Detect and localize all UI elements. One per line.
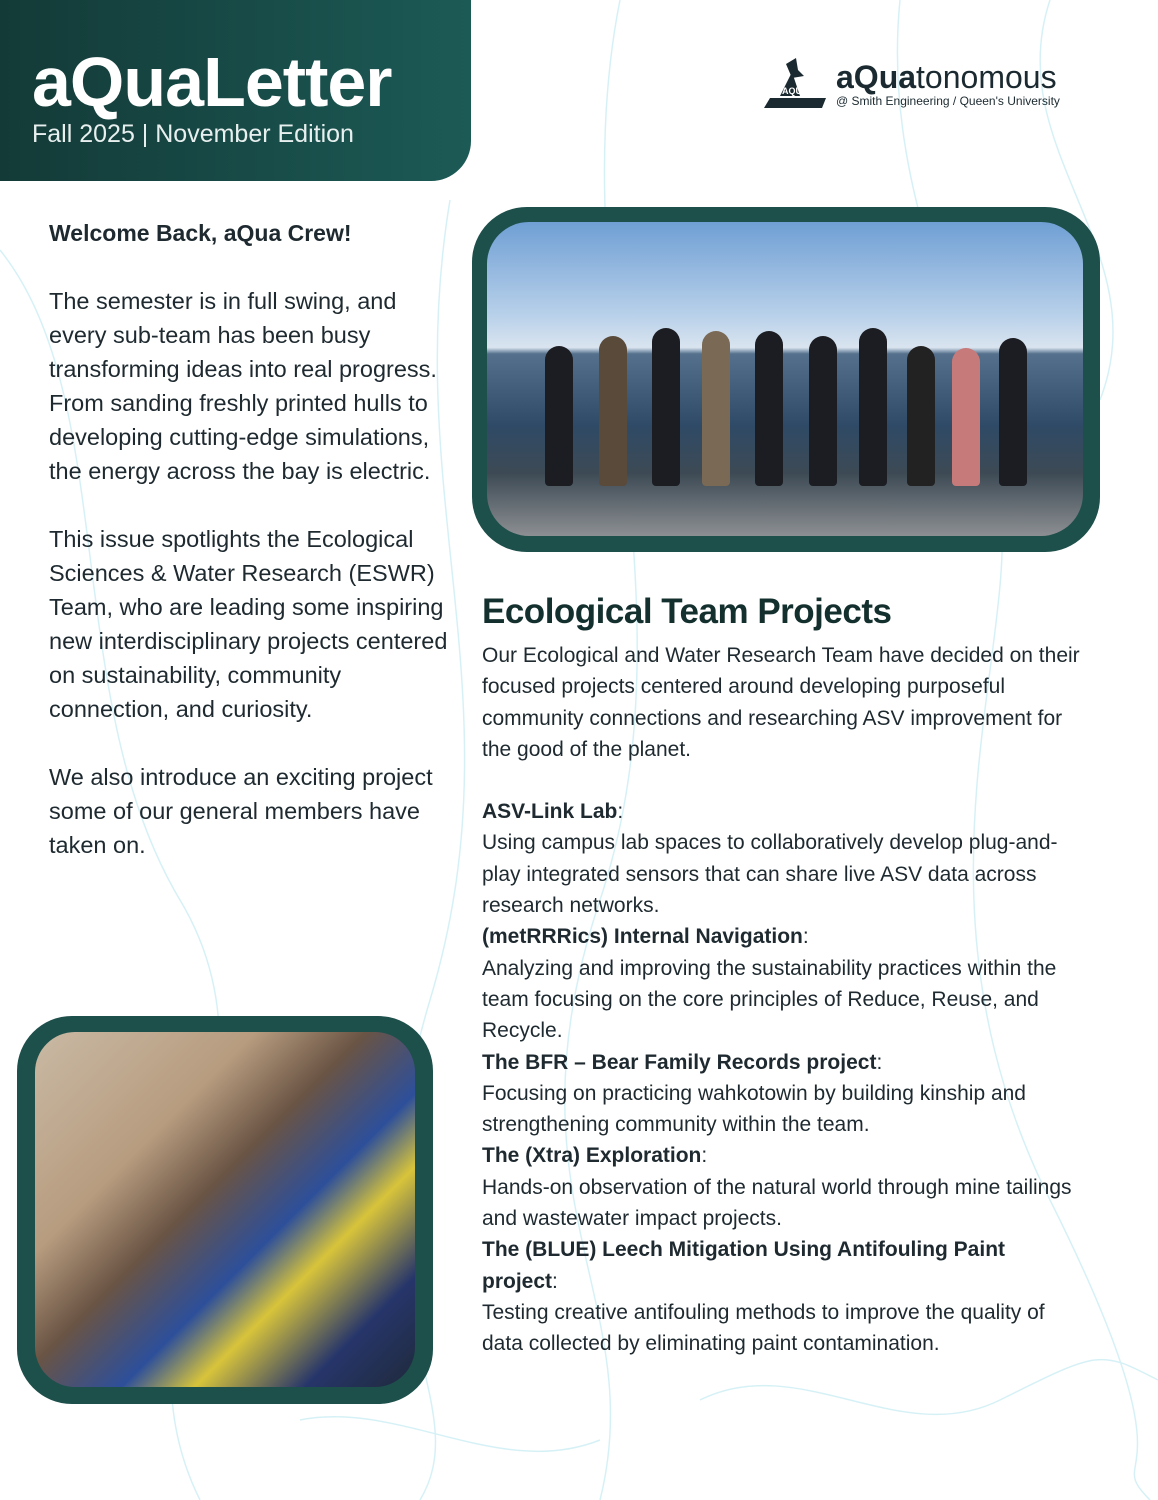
colon: :: [617, 800, 624, 824]
team-logo-icon: [762, 58, 828, 110]
team-photo-frame: [472, 207, 1100, 552]
projects-heading: Ecological Team Projects: [482, 592, 892, 631]
project-title: [482, 1140, 1082, 1171]
colon: :: [802, 925, 809, 949]
project-title: [482, 1047, 1082, 1078]
colon: :: [876, 1050, 883, 1074]
workshop-photo: [35, 1032, 415, 1387]
colon: :: [552, 1269, 558, 1293]
newsletter-title: aQuaLetter: [32, 43, 392, 121]
project-title: [482, 1234, 1082, 1297]
welcome-heading: Welcome Back, aQua Crew!: [49, 220, 352, 246]
edition-subtitle: Fall 2025 | November Edition: [32, 120, 354, 148]
welcome-paragraph: The semester is in full swing, and every sub-team has been busy transforming ideas into real progress. From sanding freshly printed hulls to developing cutting-edge simulations, the energy across the bay is electric.: [49, 288, 437, 484]
welcome-column: [49, 216, 454, 896]
team-name: [836, 60, 1060, 94]
project-description: Analyzing and improving the sustainability practices within the team focusing on the core principles of Reduce, Reuse, and Recycle.: [482, 956, 1057, 1043]
project-description: Testing creative antifouling methods to improve the quality of data collected by eliminating paint contamination.: [482, 1300, 1045, 1356]
team-name-bold: aQua: [836, 59, 917, 95]
affiliation: @ Smith Engineering / Queen's University: [836, 94, 1060, 108]
aquatonomous-logo: [762, 58, 1060, 110]
colon: :: [701, 1144, 708, 1168]
projects-intro: Our Ecological and Water Research Team have decided on their focused projects centered around developing purposeful community connections and researching ASV improvement for the good of the planet.: [482, 644, 1080, 761]
project-title: [482, 921, 1082, 952]
project-name: ASV-Link Lab: [482, 800, 618, 824]
projects-column: [482, 590, 1082, 1360]
project-description: Hands-on observation of the natural world through mine tailings and wastewater impact projects.: [482, 1175, 1072, 1231]
general-members-paragraph: We also introduce an exciting project some of our general members have taken on.: [49, 764, 433, 858]
project-title: [482, 796, 1082, 827]
team-name-rest: tonomous: [916, 59, 1057, 95]
project-name: The (BLUE) Leech Mitigation Using Antifouling Paint project: [482, 1238, 1006, 1293]
team-group-photo: [487, 222, 1083, 536]
project-description: Focusing on practicing wahkotowin by building kinship and strengthening community within the team.: [482, 1081, 1026, 1137]
project-name: (metRRRics) Internal Navigation: [482, 925, 803, 949]
workshop-photo-frame: [17, 1016, 433, 1404]
spotlight-paragraph: This issue spotlights the Ecological Sciences & Water Research (ESWR) Team, who are leading some inspiring new interdisciplinary projects centered on sustainability, community connection, and curiosity.: [49, 526, 448, 722]
masthead: [0, 0, 471, 181]
project-name: The BFR – Bear Family Records project: [482, 1050, 877, 1074]
project-description: Using campus lab spaces to collaboratively develop plug-and-play integrated sensors that can share live ASV data across research networks.: [482, 831, 1058, 918]
svg-text:AQUA: AQUA: [782, 86, 809, 96]
project-name: The (Xtra) Exploration: [482, 1144, 702, 1168]
